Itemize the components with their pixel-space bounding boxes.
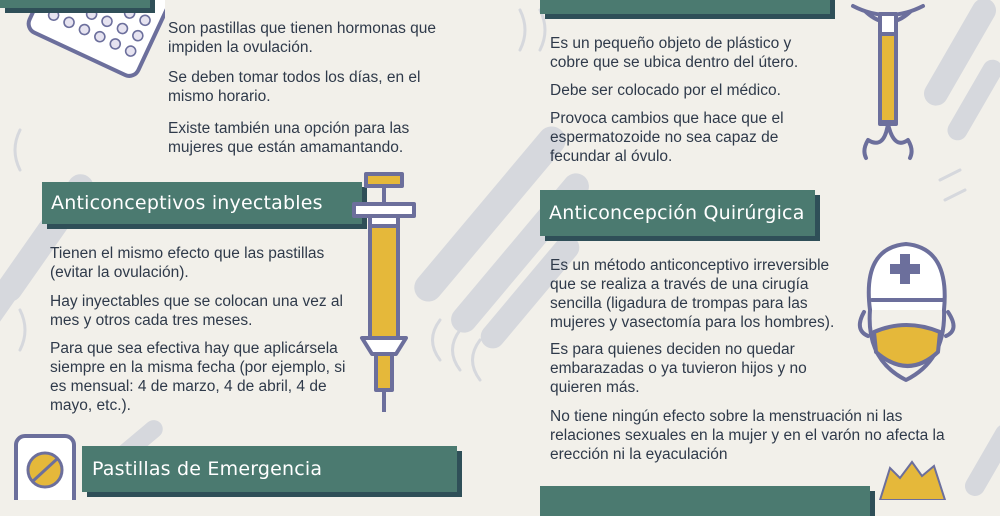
injectables-paragraph: Tienen el mismo efecto que las pastillas (evitar la ovulación). [50,245,325,281]
banner-iud-fragment [540,0,830,14]
surgical-paragraph: Es un método anticonceptivo irreversible que se realiza a través de una cirugía sencilla (ligadura de trompas para las mujeres y vasectomía para los hombres). [550,257,835,331]
injectables-title: Anticonceptivos inyectables [42,182,362,224]
pills-paragraph: Existe también una opción para las mujeres que están amamantando. [168,120,410,156]
injectables-paragraph: Para que sea efectiva hay que aplicársela siempre en la misma fecha (por ejemplo, si es mensual: 4 de marzo, 4 de abril, 4 de mayo, etc.). [50,340,346,414]
banner-next-fragment [540,486,870,516]
pills-paragraph: Se deben tomar todos los días, en el mismo horario. [168,69,421,105]
surgical-title: Anticoncepción Quirúrgica [540,190,815,236]
pill-pack-icon [10,0,165,85]
surgeon-icon [848,240,966,390]
banner-pills-fragment [0,0,150,8]
surgical-paragraph: Es para quienes deciden no quedar embarazadas o ya tuvieron hijos y no quieren más. [550,341,807,396]
injectables-paragraph: Hay inyectables que se colocan una vez al mes y otros cada tres meses. [50,293,343,329]
iud-paragraph: Es un pequeño objeto de plástico y cobre que se ubica dentro del útero. [550,35,799,71]
emergency-pill-icon [10,432,80,500]
iud-paragraph: Debe ser colocado por el médico. [550,82,781,99]
iud-icon [838,0,938,165]
emergency-title: Pastillas de Emergencia [82,446,457,492]
surgical-paragraph: No tiene ningún efecto sobre la menstruación ni las relaciones sexuales en la mujer y en el varón no afecta la erección ni la eyaculación [550,408,945,463]
pills-paragraph: Son pastillas que tienen hormonas que impiden la ovulación. [168,20,436,56]
iud-paragraph: Provoca cambios que hace que el espermatozoide no sea capaz de fecundar al óvulo. [550,110,784,165]
